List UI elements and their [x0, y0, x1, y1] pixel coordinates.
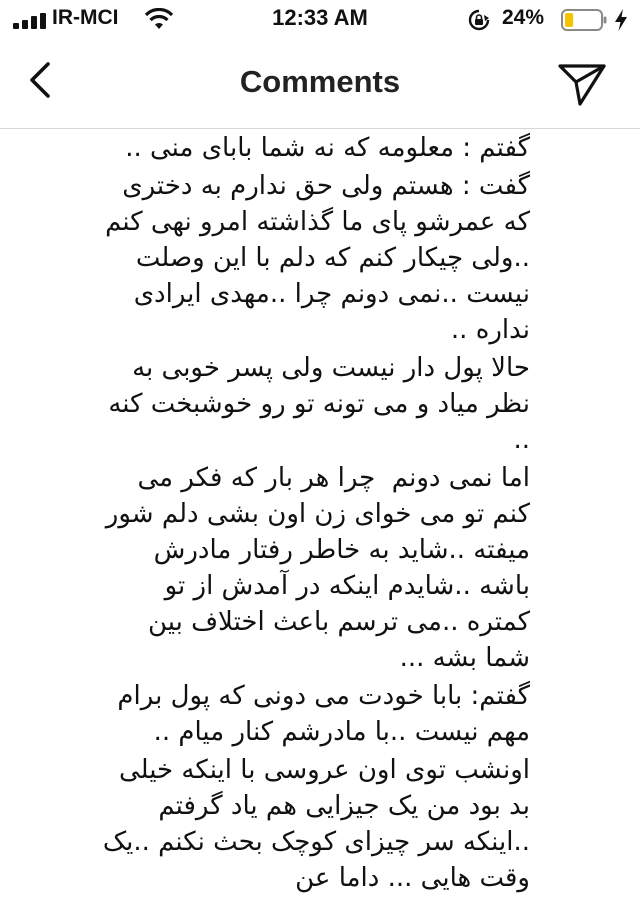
- comment-paragraph: گفتم : معلومه که نه شما بابای منی ..: [125, 133, 530, 163]
- comment-paragraph: گفتم: بابا خودت می دونی که پول برام مهم نیست ..با مادرشم کنار میام ..: [109, 681, 530, 747]
- battery-percentage: 24%: [502, 6, 545, 29]
- comment-paragraph: گفت : هستم ولی حق ندارم به دختری که عمرشو پای ما گذاشته امرو نهی کنم ..ولی چیکار کنم که دلم با این وصلت نیست ..نمی دونم چرا ..مهدی ایرادی نداره ..: [96, 171, 530, 345]
- rotation-lock-icon: [468, 9, 490, 31]
- comment-text: [94, 130, 530, 898]
- comment-paragraph: حالا پول دار نیست ولی پسر خوبی به نظر میاد و می تونه تو رو خوشبخت کنه ..: [100, 353, 530, 455]
- comment-paragraph: اونشب توی اون عروسی با اینکه خیلی بد بود من یک جیزایی هم یاد گرفتم ..اینکه سر چیزای کوچک بحث نکنم ..یک وقت هایی ... داما عن: [94, 755, 530, 893]
- page-title: Comments: [239, 64, 401, 99]
- status-time: 12:33 AM: [272, 5, 368, 30]
- navigation-bar: [0, 40, 640, 129]
- charging-bolt-icon: [614, 9, 628, 31]
- carrier-name: IR-MCI: [52, 6, 119, 29]
- battery-icon: [561, 9, 607, 31]
- comment-paragraph: اما نمی دونم چرا هر بار که فکر می کنم تو می خوای زن اون بشی دلم شور میفته ..شاید به خاطر رفتار مادرش باشه ..شایدم اینکه در آمدش از تو کمتره ..می ترسم باعث اختلاف بین شما بشه ...: [97, 463, 530, 673]
- paper-plane-icon: [560, 66, 604, 104]
- share-button[interactable]: [556, 58, 608, 108]
- status-bar: [0, 0, 640, 40]
